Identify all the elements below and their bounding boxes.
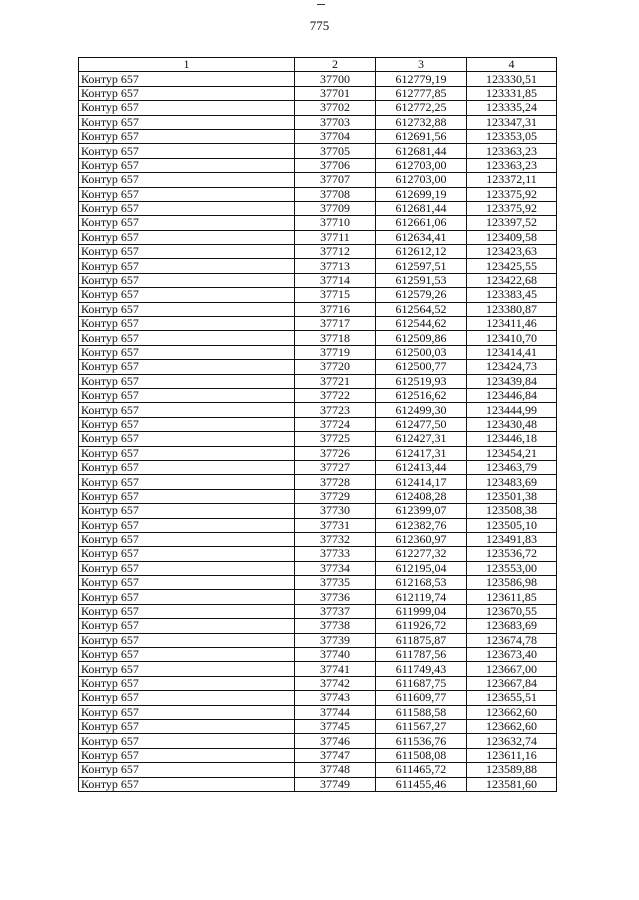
- table-row: [79, 273, 557, 287]
- table-row: [79, 547, 557, 561]
- x-coordinate-cell: 612500,77: [376, 360, 467, 374]
- point-number-cell: 37728: [295, 475, 376, 489]
- table-row: [79, 245, 557, 259]
- contour-name-cell: Контур 657: [79, 475, 295, 489]
- contour-name-cell: Контур 657: [79, 201, 295, 215]
- table-row: [79, 648, 557, 662]
- contour-name-cell: Контур 657: [79, 518, 295, 532]
- x-coordinate-cell: 612699,19: [376, 187, 467, 201]
- point-number-cell: 37722: [295, 388, 376, 402]
- x-coordinate-cell: 611455,46: [376, 777, 467, 791]
- point-number-cell: 37706: [295, 158, 376, 172]
- y-coordinate-cell: 123667,00: [467, 662, 557, 676]
- y-coordinate-cell: 123353,05: [467, 129, 557, 143]
- x-coordinate-cell: 612408,28: [376, 489, 467, 503]
- y-coordinate-cell: 123589,88: [467, 763, 557, 777]
- x-coordinate-cell: 612544,62: [376, 317, 467, 331]
- table-row: [79, 489, 557, 503]
- point-number-cell: 37714: [295, 273, 376, 287]
- x-coordinate-cell: 611536,76: [376, 734, 467, 748]
- point-number-cell: 37715: [295, 288, 376, 302]
- x-coordinate-cell: 612661,06: [376, 216, 467, 230]
- contour-name-cell: Контур 657: [79, 388, 295, 402]
- contour-name-cell: Контур 657: [79, 374, 295, 388]
- point-number-cell: 37743: [295, 691, 376, 705]
- point-number-cell: 37711: [295, 230, 376, 244]
- point-number-cell: 37740: [295, 648, 376, 662]
- x-coordinate-cell: 612413,44: [376, 460, 467, 474]
- point-number-cell: 37734: [295, 561, 376, 575]
- point-number-cell: 37749: [295, 777, 376, 791]
- point-number-cell: 37730: [295, 504, 376, 518]
- x-coordinate-cell: 612499,30: [376, 403, 467, 417]
- table-row: [79, 216, 557, 230]
- x-coordinate-cell: 612777,85: [376, 86, 467, 100]
- contour-name-cell: Контур 657: [79, 115, 295, 129]
- y-coordinate-cell: 123491,83: [467, 532, 557, 546]
- y-coordinate-cell: 123611,16: [467, 748, 557, 762]
- y-coordinate-cell: 123383,45: [467, 288, 557, 302]
- point-number-cell: 37705: [295, 144, 376, 158]
- table-row: [79, 302, 557, 316]
- y-coordinate-cell: 123363,23: [467, 144, 557, 158]
- y-coordinate-cell: 123553,00: [467, 561, 557, 575]
- point-number-cell: 37721: [295, 374, 376, 388]
- y-coordinate-cell: 123508,38: [467, 504, 557, 518]
- y-coordinate-cell: 123423,63: [467, 245, 557, 259]
- table-row: [79, 518, 557, 532]
- contour-name-cell: Контур 657: [79, 648, 295, 662]
- point-number-cell: 37746: [295, 734, 376, 748]
- table-row: [79, 532, 557, 546]
- x-coordinate-cell: 611999,04: [376, 604, 467, 618]
- y-coordinate-cell: 123425,55: [467, 259, 557, 273]
- y-coordinate-cell: 123655,51: [467, 691, 557, 705]
- y-coordinate-cell: 123454,21: [467, 446, 557, 460]
- y-coordinate-cell: 123380,87: [467, 302, 557, 316]
- point-number-cell: 37732: [295, 532, 376, 546]
- table-row: [79, 446, 557, 460]
- y-coordinate-cell: 123670,55: [467, 604, 557, 618]
- y-coordinate-cell: 123397,52: [467, 216, 557, 230]
- x-coordinate-cell: 612779,19: [376, 72, 467, 86]
- table-row: [79, 619, 557, 633]
- x-coordinate-cell: 612579,26: [376, 288, 467, 302]
- x-coordinate-cell: 612597,51: [376, 259, 467, 273]
- point-number-cell: 37707: [295, 173, 376, 187]
- contour-name-cell: Контур 657: [79, 129, 295, 143]
- x-coordinate-cell: 611926,72: [376, 619, 467, 633]
- x-coordinate-cell: 612500,03: [376, 345, 467, 359]
- table-row: [79, 115, 557, 129]
- y-coordinate-cell: 123662,60: [467, 705, 557, 719]
- table-row: [79, 86, 557, 100]
- contour-name-cell: Контур 657: [79, 619, 295, 633]
- contour-name-cell: Контур 657: [79, 187, 295, 201]
- contour-name-cell: Контур 657: [79, 360, 295, 374]
- contour-name-cell: Контур 657: [79, 101, 295, 115]
- page-number: 775: [309, 18, 330, 33]
- y-coordinate-cell: 123662,60: [467, 719, 557, 733]
- x-coordinate-cell: 611567,27: [376, 719, 467, 733]
- point-number-cell: 37731: [295, 518, 376, 532]
- point-number-cell: 37748: [295, 763, 376, 777]
- point-number-cell: 37703: [295, 115, 376, 129]
- x-coordinate-cell: 612399,07: [376, 504, 467, 518]
- y-coordinate-cell: 123446,84: [467, 388, 557, 402]
- y-coordinate-cell: 123430,48: [467, 417, 557, 431]
- contour-name-cell: Контур 657: [79, 86, 295, 100]
- table-row: [79, 101, 557, 115]
- y-coordinate-cell: 123667,84: [467, 676, 557, 690]
- table-row: [79, 129, 557, 143]
- point-number-cell: 37700: [295, 72, 376, 86]
- point-number-cell: 37747: [295, 748, 376, 762]
- contour-name-cell: Контур 657: [79, 245, 295, 259]
- table-row: [79, 432, 557, 446]
- y-coordinate-cell: 123363,23: [467, 158, 557, 172]
- contour-name-cell: Контур 657: [79, 691, 295, 705]
- y-coordinate-cell: 123422,68: [467, 273, 557, 287]
- table-row: [79, 734, 557, 748]
- point-number-cell: 37708: [295, 187, 376, 201]
- x-coordinate-cell: 612195,04: [376, 561, 467, 575]
- table-row: [79, 317, 557, 331]
- point-number-cell: 37710: [295, 216, 376, 230]
- table-row: [79, 201, 557, 215]
- x-coordinate-cell: 612382,76: [376, 518, 467, 532]
- y-coordinate-cell: 123611,85: [467, 590, 557, 604]
- point-number-cell: 37712: [295, 245, 376, 259]
- y-coordinate-cell: 123463,79: [467, 460, 557, 474]
- y-coordinate-cell: 123444,99: [467, 403, 557, 417]
- point-number-cell: 37725: [295, 432, 376, 446]
- contour-name-cell: Контур 657: [79, 345, 295, 359]
- y-coordinate-cell: 123347,31: [467, 115, 557, 129]
- x-coordinate-cell: 612703,00: [376, 158, 467, 172]
- x-coordinate-cell: 612634,41: [376, 230, 467, 244]
- contour-name-cell: Контур 657: [79, 676, 295, 690]
- point-number-cell: 37717: [295, 317, 376, 331]
- point-number-cell: 37713: [295, 259, 376, 273]
- x-coordinate-cell: 611749,43: [376, 662, 467, 676]
- contour-name-cell: Контур 657: [79, 777, 295, 791]
- y-coordinate-cell: 123501,38: [467, 489, 557, 503]
- point-number-cell: 37744: [295, 705, 376, 719]
- point-number-cell: 37733: [295, 547, 376, 561]
- table-row: [79, 475, 557, 489]
- coordinates-table: [78, 57, 557, 792]
- table-row: [79, 705, 557, 719]
- x-coordinate-cell: 611875,87: [376, 633, 467, 647]
- table-row: [79, 604, 557, 618]
- table-row: [79, 590, 557, 604]
- x-coordinate-cell: 612772,25: [376, 101, 467, 115]
- point-number-cell: 37709: [295, 201, 376, 215]
- y-coordinate-cell: 123335,24: [467, 101, 557, 115]
- x-coordinate-cell: 612564,52: [376, 302, 467, 316]
- y-coordinate-cell: 123414,41: [467, 345, 557, 359]
- point-number-cell: 37718: [295, 331, 376, 345]
- x-coordinate-cell: 611609,77: [376, 691, 467, 705]
- contour-name-cell: Контур 657: [79, 273, 295, 287]
- table-row: [79, 403, 557, 417]
- contour-name-cell: Контур 657: [79, 331, 295, 345]
- contour-name-cell: Контур 657: [79, 446, 295, 460]
- x-coordinate-cell: 612691,56: [376, 129, 467, 143]
- contour-name-cell: Контур 657: [79, 317, 295, 331]
- contour-name-cell: Контур 657: [79, 259, 295, 273]
- x-coordinate-cell: 612732,88: [376, 115, 467, 129]
- contour-name-cell: Контур 657: [79, 748, 295, 762]
- y-coordinate-cell: 123505,10: [467, 518, 557, 532]
- x-coordinate-cell: 612119,74: [376, 590, 467, 604]
- contour-name-cell: Контур 657: [79, 576, 295, 590]
- x-coordinate-cell: 612591,53: [376, 273, 467, 287]
- x-coordinate-cell: 612681,44: [376, 201, 467, 215]
- y-coordinate-cell: 123330,51: [467, 72, 557, 86]
- contour-name-cell: Контур 657: [79, 144, 295, 158]
- point-number-cell: 37735: [295, 576, 376, 590]
- table-row: [79, 504, 557, 518]
- y-coordinate-cell: 123674,78: [467, 633, 557, 647]
- table-row: [79, 691, 557, 705]
- point-number-cell: 37701: [295, 86, 376, 100]
- table-row: [79, 345, 557, 359]
- column-header-3: 3: [376, 58, 467, 72]
- point-number-cell: 37716: [295, 302, 376, 316]
- x-coordinate-cell: 612414,17: [376, 475, 467, 489]
- x-coordinate-cell: 612168,53: [376, 576, 467, 590]
- contour-name-cell: Контур 657: [79, 72, 295, 86]
- point-number-cell: 37738: [295, 619, 376, 633]
- point-number-cell: 37720: [295, 360, 376, 374]
- y-coordinate-cell: 123673,40: [467, 648, 557, 662]
- x-coordinate-cell: 612612,12: [376, 245, 467, 259]
- x-coordinate-cell: 612519,93: [376, 374, 467, 388]
- y-coordinate-cell: 123331,85: [467, 86, 557, 100]
- y-coordinate-cell: 123632,74: [467, 734, 557, 748]
- table-row: [79, 777, 557, 791]
- contour-name-cell: Контур 657: [79, 662, 295, 676]
- contour-name-cell: Контур 657: [79, 532, 295, 546]
- table-row: [79, 460, 557, 474]
- table-row: [79, 187, 557, 201]
- contour-name-cell: Контур 657: [79, 302, 295, 316]
- y-coordinate-cell: 123410,70: [467, 331, 557, 345]
- table-body: [79, 72, 557, 792]
- column-header-1: 1: [79, 58, 295, 72]
- table-row: [79, 719, 557, 733]
- x-coordinate-cell: 612681,44: [376, 144, 467, 158]
- x-coordinate-cell: 612703,00: [376, 173, 467, 187]
- column-header-2: 2: [295, 58, 376, 72]
- point-number-cell: 37702: [295, 101, 376, 115]
- point-number-cell: 37724: [295, 417, 376, 431]
- contour-name-cell: Контур 657: [79, 489, 295, 503]
- header-row: [79, 58, 557, 72]
- y-coordinate-cell: 123439,84: [467, 374, 557, 388]
- contour-name-cell: Контур 657: [79, 504, 295, 518]
- top-dash-mark: [317, 4, 325, 5]
- contour-name-cell: Контур 657: [79, 590, 295, 604]
- table-row: [79, 576, 557, 590]
- contour-name-cell: Контур 657: [79, 432, 295, 446]
- y-coordinate-cell: 123375,92: [467, 201, 557, 215]
- contour-name-cell: Контур 657: [79, 403, 295, 417]
- x-coordinate-cell: 611508,08: [376, 748, 467, 762]
- point-number-cell: 37704: [295, 129, 376, 143]
- y-coordinate-cell: 123411,46: [467, 317, 557, 331]
- contour-name-cell: Контур 657: [79, 763, 295, 777]
- table-row: [79, 374, 557, 388]
- y-coordinate-cell: 123586,98: [467, 576, 557, 590]
- point-number-cell: 37723: [295, 403, 376, 417]
- contour-name-cell: Контур 657: [79, 705, 295, 719]
- y-coordinate-cell: 123446,18: [467, 432, 557, 446]
- table-row: [79, 144, 557, 158]
- x-coordinate-cell: 611687,75: [376, 676, 467, 690]
- y-coordinate-cell: 123581,60: [467, 777, 557, 791]
- y-coordinate-cell: 123372,11: [467, 173, 557, 187]
- x-coordinate-cell: 611588,58: [376, 705, 467, 719]
- table-row: [79, 417, 557, 431]
- x-coordinate-cell: 612477,50: [376, 417, 467, 431]
- table-row: [79, 561, 557, 575]
- contour-name-cell: Контур 657: [79, 604, 295, 618]
- table-row: [79, 331, 557, 345]
- table-row: [79, 72, 557, 86]
- table-row: [79, 662, 557, 676]
- contour-name-cell: Контур 657: [79, 417, 295, 431]
- table-row: [79, 360, 557, 374]
- point-number-cell: 37737: [295, 604, 376, 618]
- point-number-cell: 37736: [295, 590, 376, 604]
- point-number-cell: 37739: [295, 633, 376, 647]
- point-number-cell: 37726: [295, 446, 376, 460]
- x-coordinate-cell: 612509,86: [376, 331, 467, 345]
- point-number-cell: 37719: [295, 345, 376, 359]
- point-number-cell: 37742: [295, 676, 376, 690]
- contour-name-cell: Контур 657: [79, 561, 295, 575]
- contour-name-cell: Контур 657: [79, 158, 295, 172]
- y-coordinate-cell: 123683,69: [467, 619, 557, 633]
- contour-name-cell: Контур 657: [79, 719, 295, 733]
- x-coordinate-cell: 612516,62: [376, 388, 467, 402]
- table-row: [79, 748, 557, 762]
- table-row: [79, 763, 557, 777]
- contour-name-cell: Контур 657: [79, 547, 295, 561]
- x-coordinate-cell: 612277,32: [376, 547, 467, 561]
- table-row: [79, 173, 557, 187]
- contour-name-cell: Контур 657: [79, 230, 295, 244]
- contour-name-cell: Контур 657: [79, 173, 295, 187]
- point-number-cell: 37727: [295, 460, 376, 474]
- table-row: [79, 158, 557, 172]
- table-row: [79, 676, 557, 690]
- point-number-cell: 37729: [295, 489, 376, 503]
- y-coordinate-cell: 123483,69: [467, 475, 557, 489]
- table-row: [79, 388, 557, 402]
- table-row: [79, 633, 557, 647]
- x-coordinate-cell: 612360,97: [376, 532, 467, 546]
- x-coordinate-cell: 612417,31: [376, 446, 467, 460]
- column-header-4: 4: [467, 58, 557, 72]
- y-coordinate-cell: 123536,72: [467, 547, 557, 561]
- x-coordinate-cell: 611787,56: [376, 648, 467, 662]
- table-row: [79, 230, 557, 244]
- point-number-cell: 37741: [295, 662, 376, 676]
- contour-name-cell: Контур 657: [79, 216, 295, 230]
- x-coordinate-cell: 611465,72: [376, 763, 467, 777]
- table-row: [79, 259, 557, 273]
- y-coordinate-cell: 123375,92: [467, 187, 557, 201]
- contour-name-cell: Контур 657: [79, 460, 295, 474]
- contour-name-cell: Контур 657: [79, 633, 295, 647]
- x-coordinate-cell: 612427,31: [376, 432, 467, 446]
- table-row: [79, 288, 557, 302]
- y-coordinate-cell: 123409,58: [467, 230, 557, 244]
- table-header: [79, 58, 557, 72]
- y-coordinate-cell: 123424,73: [467, 360, 557, 374]
- point-number-cell: 37745: [295, 719, 376, 733]
- contour-name-cell: Контур 657: [79, 288, 295, 302]
- contour-name-cell: Контур 657: [79, 734, 295, 748]
